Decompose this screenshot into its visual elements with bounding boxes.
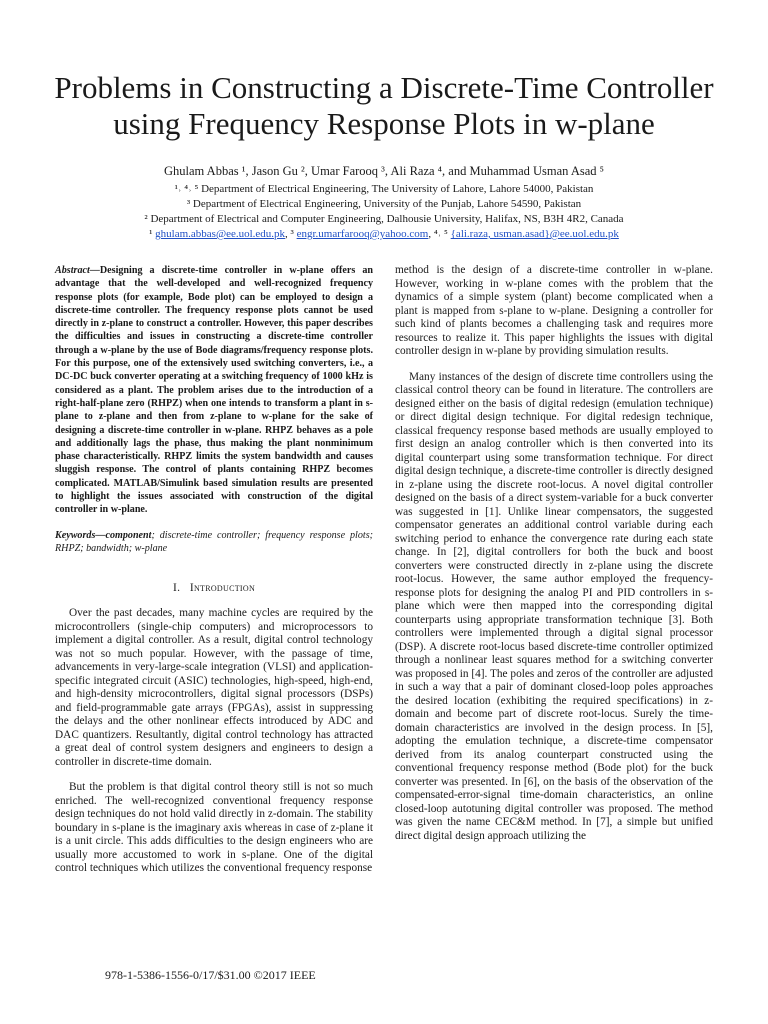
affiliation-1: ¹˒ ⁴˒ ⁵ Department of Electrical Engineering, The University of Lahore, Lahore 54000, Pakistan — [174, 183, 594, 195]
affiliation-2: ³ Department of Electrical Engineering, University of the Punjab, Lahore 54590, Pakistan — [186, 198, 582, 210]
abstract-text: Designing a discrete-time controller in w-plane offers an advantage that the well-developed and well-recognized frequency response plots (for example, Bode plot) can be employed to design a discrete-time controller. The frequency response plots cannot be used directly in z-plane to construct a controller. However, this paper describes the difficulties and issues in constructing a discrete-time controller through a w-plane by the use of Bode diagrams/frequency response plots. For this purpose, one of the extensively used switching converters, i.e., a DC-DC buck converter operating at a switching frequency of 1000 kHz is considered as a plant. The problem arises due to the introduction of a right-half-plane zero (RHPZ) when one intends to transform a plant in s-plane to z-plane and then from z-plane to w-plane for the sake of designing a discrete-time controller in w-plane. RHPZ behaves as a pole and additionally lags the phase, thus making the plant nonminimum phase characteristically. RHPZ limits the system bandwidth and causes sluggish response. The control of plants containing RHPZ becomes complicated. MATLAB/Simulink based simulation results are presented to highlight the issues associated with construction of the digital controller in w-plane. — [55, 265, 373, 516]
email-link-farooq[interactable]: engr.umarfarooq@yahoo.com — [296, 228, 429, 240]
keywords — [55, 529, 373, 556]
right-column — [395, 264, 713, 843]
section-title: Introduction — [189, 582, 256, 595]
intro-paragraph-1: Over the past decades, many machine cycles are required by the microcontrollers (single-chip computers) and microprocessors to implement a digital controller. As a result, digital control technology was not so much popular. However, with the passage of time, advancements in very-large-scale integration (VLSI) and application-specific integrated circuit (ASIC) technologies, high-speed, high-end, and high-density microcontrollers, digital signal processors (DSPs) and field-programmable gate arrays (FPGAs), assist in suppressing the delays and the other nonlinear effects introduced by ADC and DAC quantizers. Resultantly, digital control technology has attracted a great deal of control system designers and engineers to design a controller in discrete-time domain. — [55, 607, 373, 768]
title-line-1: Problems in Constructing a Discrete-Time Controller — [54, 70, 714, 105]
email-prefix-2: , ³ — [285, 228, 297, 240]
section-heading-introduction — [55, 582, 373, 595]
copyright-footer: 978-1-5386-1556-0/17/$31.00 ©2017 IEEE — [105, 968, 316, 982]
email-prefix-3: , ⁴˒ ⁵ — [428, 228, 451, 240]
email-link-raza-asad[interactable]: {ali.raza, usman.asad}@ee.uol.edu.pk — [450, 228, 619, 240]
keywords-text: ; discrete-time controller; frequency response plots; RHPZ; bandwidth; w-plane — [55, 529, 373, 554]
email-prefix-1: ¹ — [149, 228, 156, 240]
left-column — [55, 264, 373, 876]
abstract — [55, 264, 373, 517]
paper-title — [40, 70, 728, 142]
title-line-2: using Frequency Response Plots in w-plane — [113, 106, 655, 141]
abstract-label: Abstract— — [55, 265, 100, 276]
author-list: Ghulam Abbas ¹, Jason Gu ², Umar Farooq ³, Ali Raza ⁴, and Muhammad Usman Asad ⁵ — [163, 164, 605, 178]
right-paragraph-1: method is the design of a discrete-time controller in w-plane. However, working in w-plane comes with the problem that the dynamics of a simple system (plant) become complicated when a plant is mapped from s-plane to w-plane. Designing a controller for such kind of plants becomes a challenging task and requires more resources to realize it. This paper highlights the issues with digital controller design in w-plane by providing simulation results. — [395, 264, 713, 357]
email-link-abbas[interactable]: ghulam.abbas@ee.uol.edu.pk — [155, 228, 286, 240]
section-number: I. — [172, 582, 181, 595]
affiliation-3: ² Department of Electrical and Computer Engineering, Dalhousie University, Halifax, NS, B3H 4R2, Canada — [144, 213, 624, 225]
right-paragraph-2: Many instances of the design of discrete time controllers using the classical control theory can be found in literature. The controllers are designed either on the basis of digital redesign (emulation technique) or direct digital design technique. For digital redesign technique, classical frequency response based methods are usually employed to first design an analog controller which is then converted into its digital counterpart using some transformation technique. For direct digital design technique, a discrete-time controller is directly designed in z-plane using the discrete root-locus. A novel digital controller designed on the basis of a direct system-variable for a buck converter was suggested in [1]. Unlike linear compensators, the suggested compensator generates an additional control variable during each switching period to enhance the convergence rate during each state change. In [2], digital controllers for both the buck and boost converters were constructed directly in z-plane using the discrete root-locus. However, the same author employed the frequency-response plots for designing the analog PI and PID controllers in s-plane which were then mapped into the corresponding digital counterparts using appropriate transformation technique [3]. Both controllers were implemented through a digital signal processor (DSP). A discrete root-locus based discrete-time controller optimized through a nonlinear least squares method for a switching converter was proposed in [4]. The poles and zeros of the controller are adjusted in such a way that a pair of dominant closed-loop poles approaches the desired location (exhibiting the required specifications) in z-domain and become part of discrete root-locus. Surely the time-domain characteristics are involved in the design process. In [5], adopting the emulation technique, a discrete-time compensator derived from its analog counterpart constructed using the conventional frequency response method (Bode plot) for the buck converter was presented. In [6], on the basis of the observation of the compensated-error-signal time-domain characteristics, an online closed-loop autotuning digital controller was proposed. The method was given the name CEC&M method. In [7], a simple but unified direct digital design approach utilizing the — [395, 370, 713, 842]
intro-paragraph-2: But the problem is that digital control theory still is not so much enriched. The well-recognized conventional frequency response design techniques do not hold valid directly in z-domain. The stability boundary in s-plane is the imaginary axis whereas in case of z-plane it is a unit circle. This adds difficulties to the design engineers who are usually more accustomed to work in s-plane. One of the digital control techniques which utilizes the conventional frequency response — [55, 781, 373, 875]
keywords-label: Keywords—component — [55, 529, 152, 541]
email-line — [40, 227, 728, 241]
